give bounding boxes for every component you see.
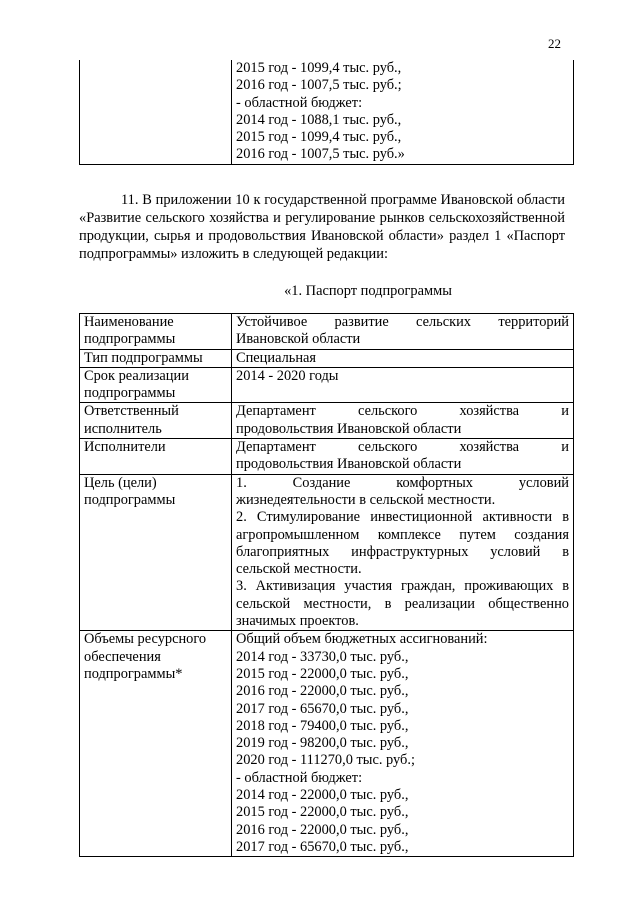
table-row [80, 439, 574, 475]
label-line: Ответственный [84, 403, 179, 420]
row-value [232, 439, 574, 475]
continuation-table [79, 60, 574, 165]
label-line: подпрограммы [84, 491, 176, 508]
value-line: 2015 год - 22000,0 тыс. руб., [236, 665, 409, 682]
label-line: Объемы ресурсного [84, 631, 207, 648]
table-row [80, 403, 574, 439]
label-line: подпрограммы* [84, 665, 183, 682]
row-value [232, 349, 574, 367]
value-line: значимых проектов. [236, 613, 359, 630]
text-line: 2016 год - 1007,5 тыс. руб.» [236, 146, 405, 163]
row-value [232, 367, 574, 403]
row-label [80, 439, 232, 475]
row-label [80, 349, 232, 367]
label-line: Тип подпрограммы [84, 349, 203, 366]
text-line: - областной бюджет: [236, 94, 363, 111]
value-line: Департамент сельского хозяйства и [236, 403, 569, 420]
value-line: 2. Стимулирование инвестиционной активности в [236, 509, 569, 526]
text-line: 2015 год - 1099,4 тыс. руб., [236, 129, 402, 146]
value-line: благоприятных инфраструктурных условий в [236, 543, 569, 560]
value-line: продовольствия Ивановской области [236, 456, 462, 473]
amendment-paragraph [79, 191, 565, 263]
value-line: продовольствия Ивановской области [236, 420, 462, 437]
label-line: Срок реализации [84, 367, 189, 384]
value-line: Общий объем бюджетных ассигнований: [236, 631, 488, 648]
value-line: жизнедеятельности в сельской местности. [236, 491, 496, 508]
row-label [80, 367, 232, 403]
label-line: исполнитель [84, 420, 162, 437]
value-line: Специальная [236, 349, 317, 366]
value-line: 2017 год - 65670,0 тыс. руб., [236, 700, 409, 717]
row-label [80, 474, 232, 631]
table-row [80, 349, 574, 367]
value-line: 2020 год - 111270,0 тыс. руб.; [236, 752, 415, 769]
text-line: 2016 год - 1007,5 тыс. руб.; [236, 77, 402, 94]
value-line: 2018 год - 79400,0 тыс. руб., [236, 717, 409, 734]
label-line: обеспечения [84, 648, 161, 665]
value-line: сельской местности, в реализации общественно [236, 595, 569, 612]
value-line: 2019 год - 98200,0 тыс. руб., [236, 735, 409, 752]
value-line: сельской местности. [236, 561, 362, 578]
row-label [80, 403, 232, 439]
value-line: - областной бюджет: [236, 769, 363, 786]
value-line: Департамент сельского хозяйства и [236, 439, 569, 456]
table-row [80, 474, 574, 631]
row-value [232, 474, 574, 631]
page-number: 22 [548, 36, 561, 51]
label-line: подпрограммы [84, 331, 176, 348]
table-row [80, 631, 574, 857]
table-cell-continuation [232, 60, 574, 164]
value-line: 2016 год - 22000,0 тыс. руб., [236, 683, 409, 700]
paragraph-text: 11. В приложении 10 к государственной программе Ивановской области «Развитие сельского хозяйства и регулирование рынков сельскохозяйственной продукции, сырья и продовольствия Ивановской области» раздел 1 «Паспорт подпрограммы» изложить в следующей редакции: [79, 192, 565, 262]
row-value [232, 314, 574, 350]
value-line: Ивановской области [236, 331, 361, 348]
value-line: Устойчивое развитие сельских территорий [236, 314, 569, 330]
value-line: 3. Активизация участия граждан, проживающих в [236, 578, 569, 595]
value-line: 2015 год - 22000,0 тыс. руб., [236, 804, 409, 821]
value-line: 2014 год - 33730,0 тыс. руб., [236, 648, 409, 665]
label-line: Наименование [84, 314, 174, 330]
row-label [80, 314, 232, 350]
value-line: агропромышленном комплексе путем создания [236, 526, 569, 543]
row-value [232, 403, 574, 439]
value-line: 2014 - 2020 годы [236, 367, 339, 384]
value-line: 2016 год - 22000,0 тыс. руб., [236, 821, 409, 838]
passport-table [79, 313, 574, 857]
value-line: 1. Создание комфортных условий [236, 474, 569, 491]
text-line: 2015 год - 1099,4 тыс. руб., [236, 60, 402, 76]
section-subtitle [0, 283, 640, 300]
table-cell-empty [80, 60, 232, 164]
row-value [232, 631, 574, 857]
table-row [80, 367, 574, 403]
text-line: 2014 год - 1088,1 тыс. руб., [236, 111, 402, 128]
value-line: 2014 год - 22000,0 тыс. руб., [236, 787, 409, 804]
value-line: 2017 год - 65670,0 тыс. руб., [236, 838, 409, 855]
row-label [80, 631, 232, 857]
label-line: Исполнители [84, 439, 166, 456]
table-row [80, 314, 574, 350]
label-line: подпрограммы [84, 385, 176, 402]
subtitle-text: «1. Паспорт подпрограммы [284, 283, 452, 299]
label-line: Цель (цели) [84, 474, 157, 491]
table-row [80, 60, 574, 164]
